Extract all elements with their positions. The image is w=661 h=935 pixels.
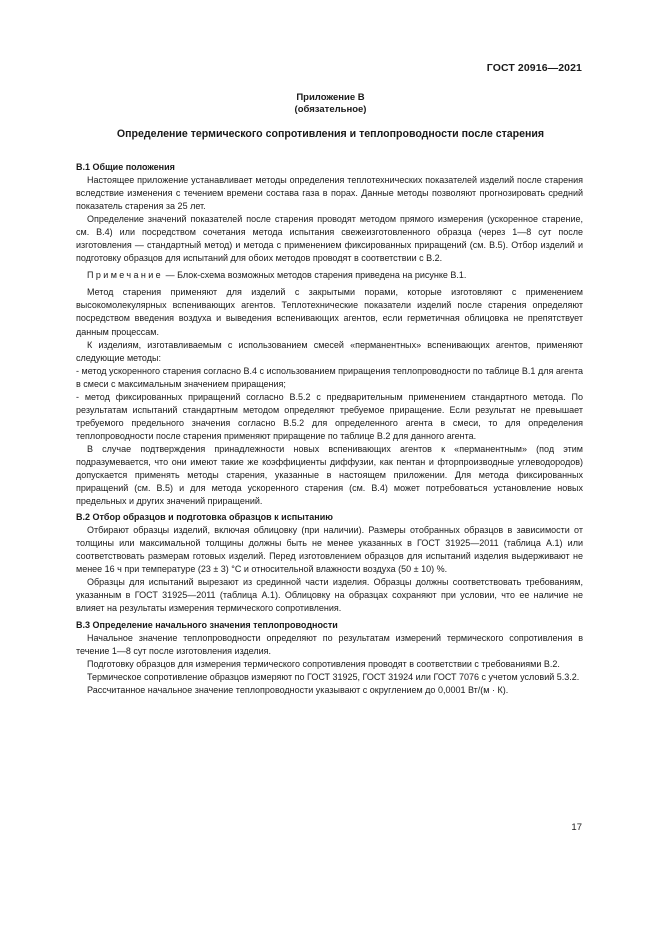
section-heading-b1: В.1 Общие положения xyxy=(76,162,175,172)
page-number: 17 xyxy=(571,822,582,833)
paragraph: К изделиям, изготавливаемым с использованием смесей «перманентных» вспенивающих агентов, применяют следующие методы: xyxy=(76,339,583,363)
section-heading-b3: В.3 Определение начального значения теплопроводности xyxy=(76,619,338,630)
section-heading-b2: В.2 Отбор образцов и подготовка образцов к испытанию xyxy=(76,512,333,523)
main-title: Определение термического сопротивления и теплопроводности после старения xyxy=(116,128,545,140)
list-item: - метод фиксированных приращений согласно В.5.2 с предварительным применением стандартного метода. По результатам испытаний стандартным методом определяют требуемое приращение. Если результат не превышает требуемого предельного значения согласно В.5.2 для определенного агента в смеси, то для определения теплопроводности после старения применяют приращение по таблице В.2 для данного агента. xyxy=(76,391,583,441)
paragraph: Настоящее приложение устанавливает методы определения теплотехнических показателей изделий после старения вследствие изменения с течением времени состава газа в порах. Данные методы позволяют прогнозировать средний показатель старения за 25 лет. xyxy=(76,175,583,212)
annex-title: Приложение В xyxy=(296,92,365,103)
paragraph: Отбирают образцы изделий, включая облицовку (при наличии). Размеры отобранных образцов в зависимости от толщины или максимальной толщины должны быть не менее указанных в ГОСТ 31925—2011 (таблица А.1) или соответствовать размерам готовых изделий. Перед изготовлением образцов для испытаний изделия выдерживают не менее 16 ч при температуре (23 ± 3) °С и относительной влажности воздуха (50 ± 10) %. xyxy=(76,525,583,575)
document-body xyxy=(76,161,583,697)
paragraph: Образцы для испытаний вырезают из срединной части изделия. Образцы должны соответствовать требованиям, указанным в ГОСТ 31925—2011 (таблица А.1). Облицовку на образцах сохраняют при условии, что ее наличие не влияет на результаты измерения термического сопротивления. xyxy=(76,577,583,614)
note-text: — Блок-схема возможных методов старения приведена на рисунке В.1. xyxy=(163,270,467,281)
paragraph: В случае подтверждения принадлежности новых вспенивающих агентов к «перманентным» (под этим подразумевается, что они имеют такие же коэффициенты диффузии, как пентан и фторпроизводные углеводородов) допускается применять методы старения, указанные в настоящем приложении. Для метода фиксированных приращений (см. В.5) и для метода ускоренного старения (см. В.4) может потребоваться установление новых предельных и других значений приращений. xyxy=(76,443,583,507)
paragraph: Термическое сопротивление образцов измеряют по ГОСТ 31925, ГОСТ 31924 или ГОСТ 7076 с учетом условий 5.3.2. xyxy=(87,671,580,682)
paragraph: Определение значений показателей после старения проводят методом прямого измерения (ускоренное старение, см. В.4) или посредством сочетания метода испытания свежеизготовленного образца (через 1—8 сут после изготовления — стандартный метод) и метода с применением фиксированных приращений (см. В.5). Отбор изделий и подготовку образцов для испытаний для обоих методов проводят в соответствии с В.2. xyxy=(76,214,583,264)
document-code: ГОСТ 20916—2021 xyxy=(486,62,582,74)
paragraph: Подготовку образцов для измерения термического сопротивления проводят в соответствии с требованиями В.2. xyxy=(87,658,560,669)
note xyxy=(76,269,583,282)
annex-status: (обязательное) xyxy=(294,104,367,115)
note-label: Примечание xyxy=(87,270,164,281)
list-item: - метод ускоренного старения согласно В.4 с использованием приращения теплопроводности по таблице В.1 для агента в смеси с максимальным значением приращения; xyxy=(76,365,583,389)
paragraph: Метод старения применяют для изделий с закрытыми порами, которые изготовляют с применением высокомолекулярных вспенивающих агентов. Теплотехнические показатели изделий после старения определяют посредством введения воздуха и выведения вспенивающих агентов, если герметичная облицовка не препятствует данным процессам. xyxy=(76,287,583,337)
annex-heading xyxy=(0,92,661,116)
paragraph: Рассчитанное начальное значение теплопроводности указывают с округлением до 0,0001 Вт/(м · К). xyxy=(87,684,509,695)
paragraph: Начальное значение теплопроводности определяют по результатам измерений термического сопротивления в течение 1—8 сут после изготовления изделия. xyxy=(76,632,583,656)
